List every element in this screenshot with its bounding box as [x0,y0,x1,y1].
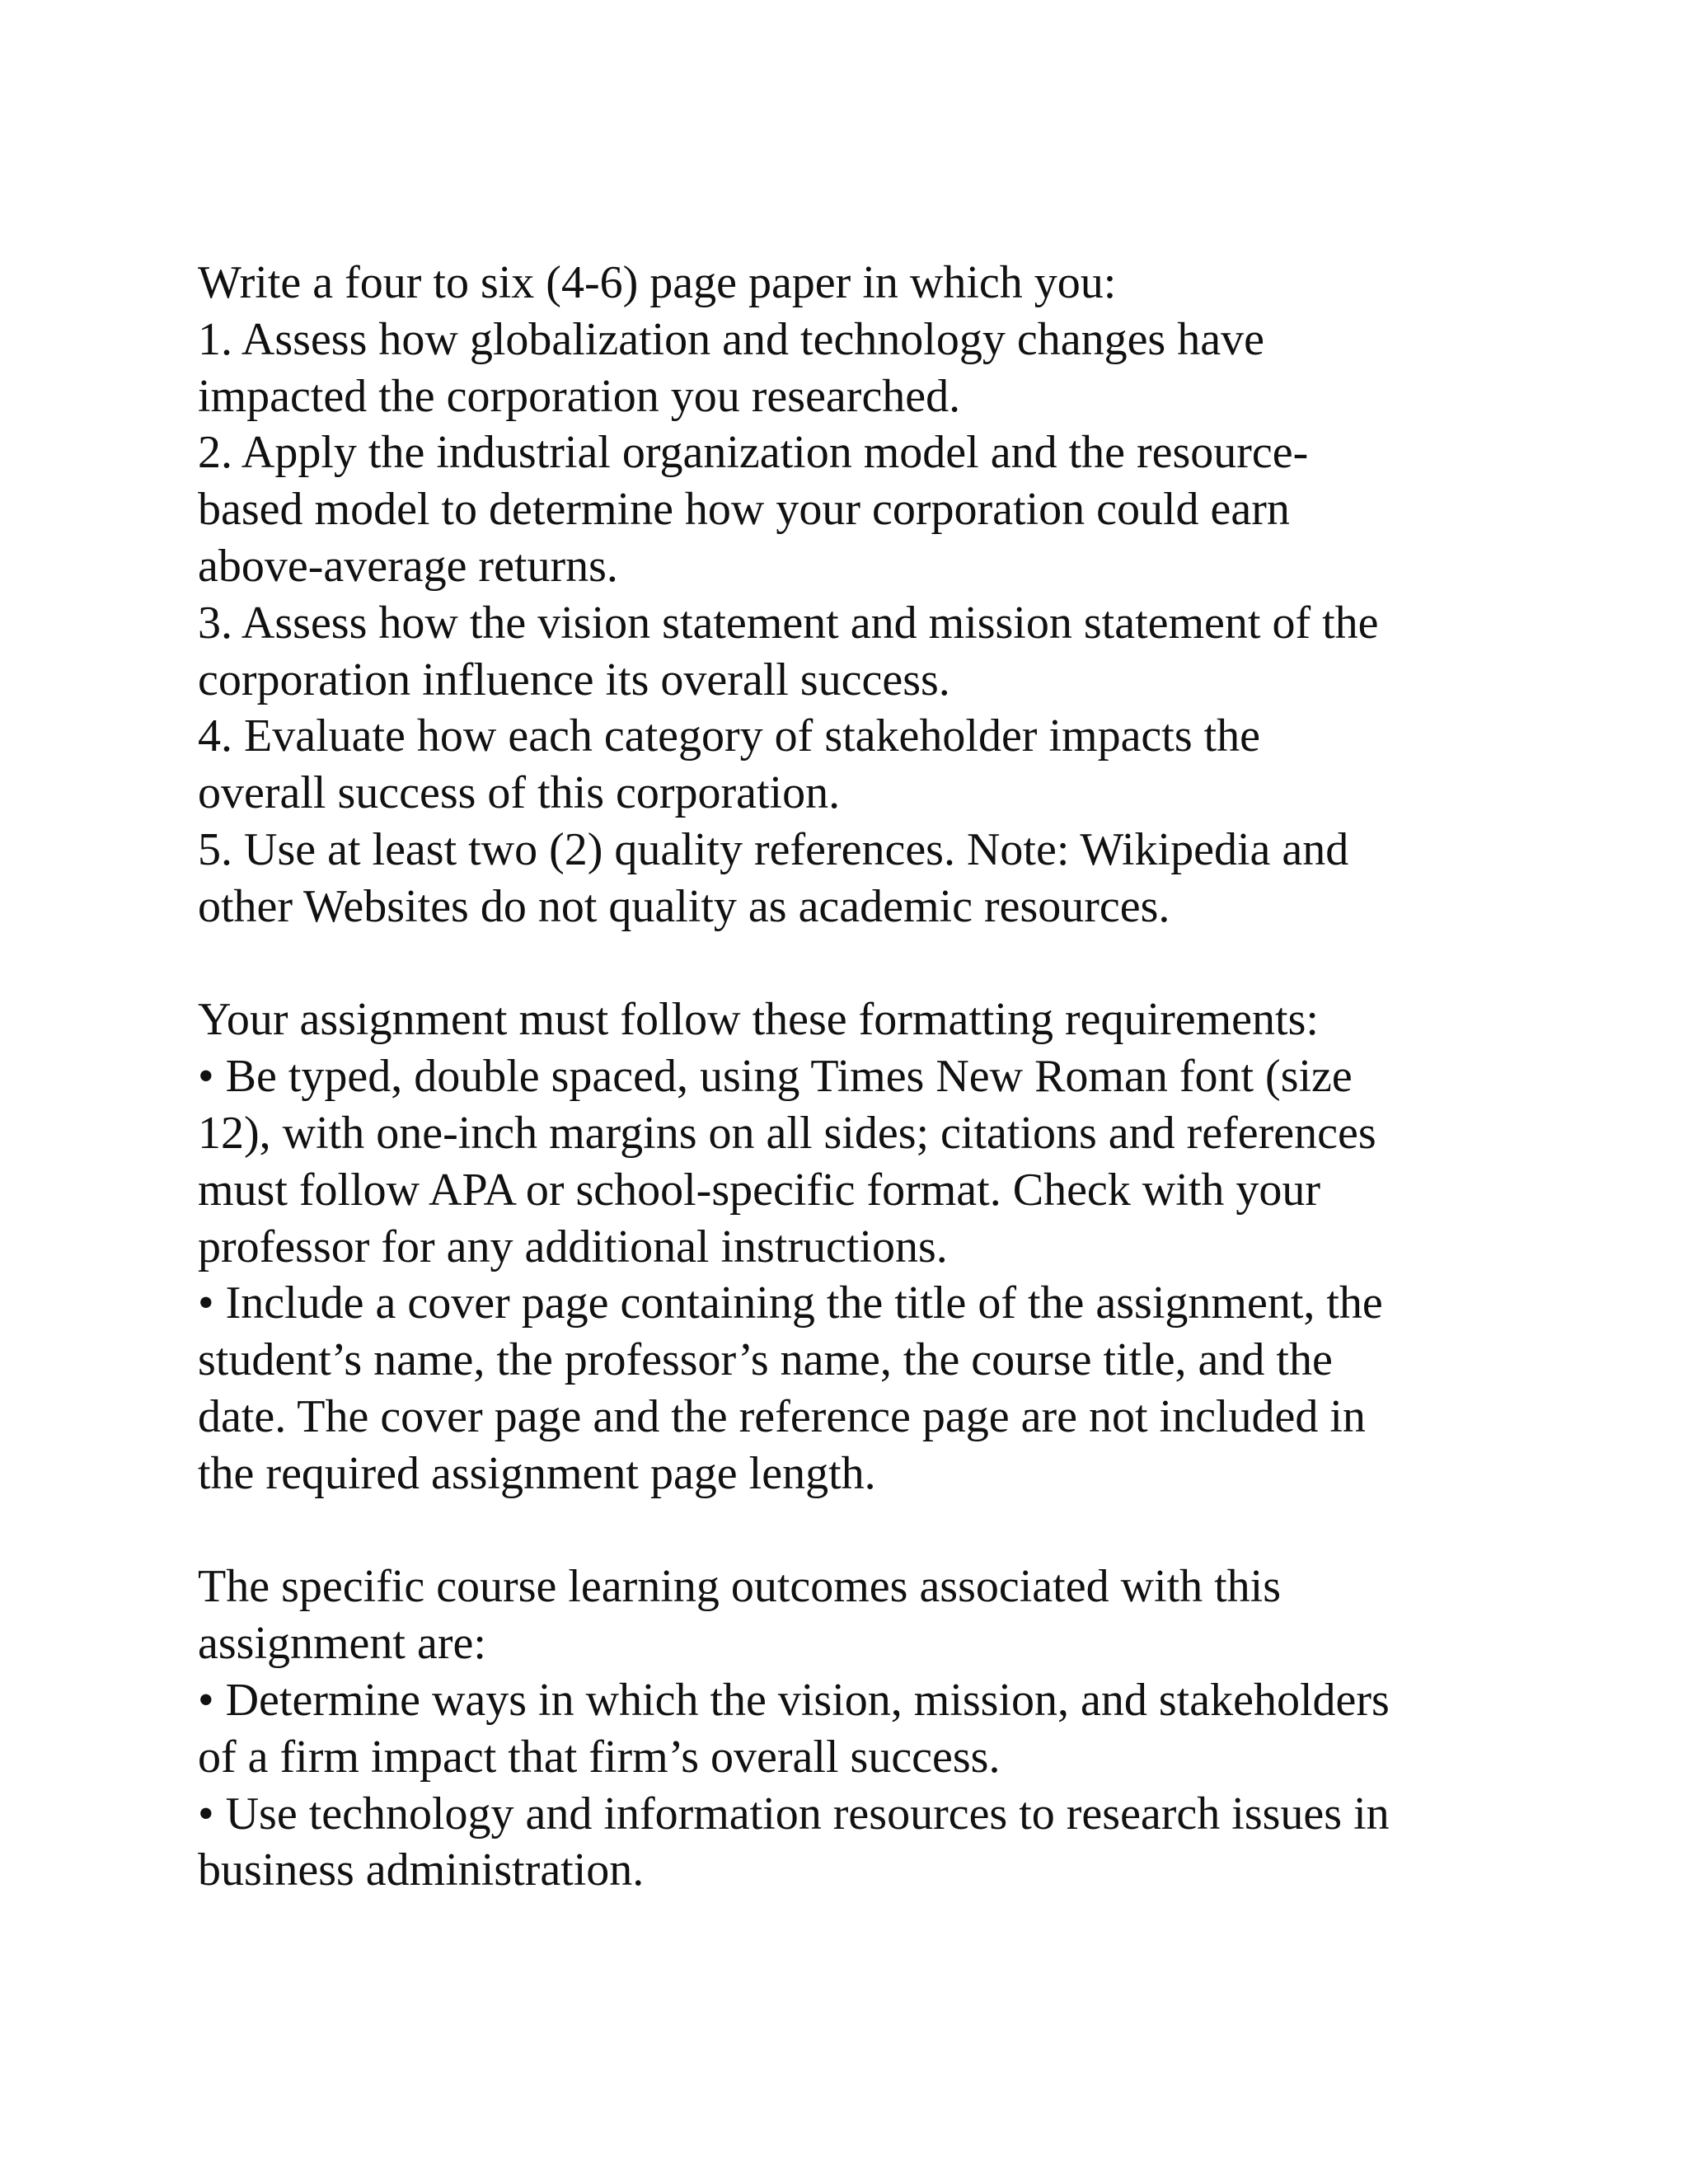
requirement-1-line-1: 1. Assess how globalization and technology changes have [198,313,1264,365]
requirement-3-line-2: corporation influence its overall success. [198,654,950,705]
requirement-4-line-1: 4. Evaluate how each category of stakeholder impacts the [198,710,1261,762]
formatting-bullet-1-line-1: • Be typed, double spaced, using Times New Roman font (size [198,1051,1353,1103]
outcome-bullet-2-line-2: business administration. [198,1844,645,1896]
requirement-3-line-1: 3. Assess how the vision statement and mission statement of the [198,597,1379,649]
document-body [198,255,1533,1899]
formatting-bullet-2-line-2: student’s name, the professor’s name, the course title, and the [198,1334,1333,1386]
formatting-heading: Your assignment must follow these formatting requirements: [198,994,1319,1046]
requirement-4-line-2: overall success of this corporation. [198,767,841,819]
formatting-bullet-1-line-2: 12), with one-inch margins on all sides; citations and references [198,1107,1376,1159]
outcome-bullet-1-line-2: of a firm impact that firm’s overall success. [198,1731,1001,1783]
outcome-bullet-1-line-1: • Determine ways in which the vision, mission, and stakeholders [198,1674,1390,1726]
requirement-2-line-1: 2. Apply the industrial organization model and the resource- [198,427,1309,479]
formatting-bullet-2-line-4: the required assignment page length. [198,1447,876,1499]
outcomes-heading-line-2: assignment are: [198,1618,486,1670]
outcomes-heading-line-1: The specific course learning outcomes associated with this [198,1561,1282,1613]
requirement-5-line-1: 5. Use at least two (2) quality references. Note: Wikipedia and [198,823,1349,875]
paragraph-gap [198,935,1533,992]
outcome-bullet-2-line-1: • Use technology and information resources to research issues in [198,1788,1390,1840]
requirement-2-line-2: based model to determine how your corporation could earn [198,484,1290,536]
formatting-bullet-1-line-3: must follow APA or school-specific format. Check with your [198,1164,1320,1216]
instruction-intro: Write a four to six (4-6) page paper in which you: [198,257,1117,308]
formatting-bullet-1-line-4: professor for any additional instructions. [198,1221,948,1272]
formatting-bullet-2-line-3: date. The cover page and the reference page are not included in [198,1390,1366,1442]
requirement-2-line-3: above-average returns. [198,540,618,592]
requirement-5-line-2: other Websites do not quality as academic resources. [198,880,1170,932]
formatting-bullet-2-line-1: • Include a cover page containing the title of the assignment, the [198,1277,1383,1329]
paragraph-gap [198,1502,1533,1559]
requirement-1-line-2: impacted the corporation you researched. [198,370,961,422]
